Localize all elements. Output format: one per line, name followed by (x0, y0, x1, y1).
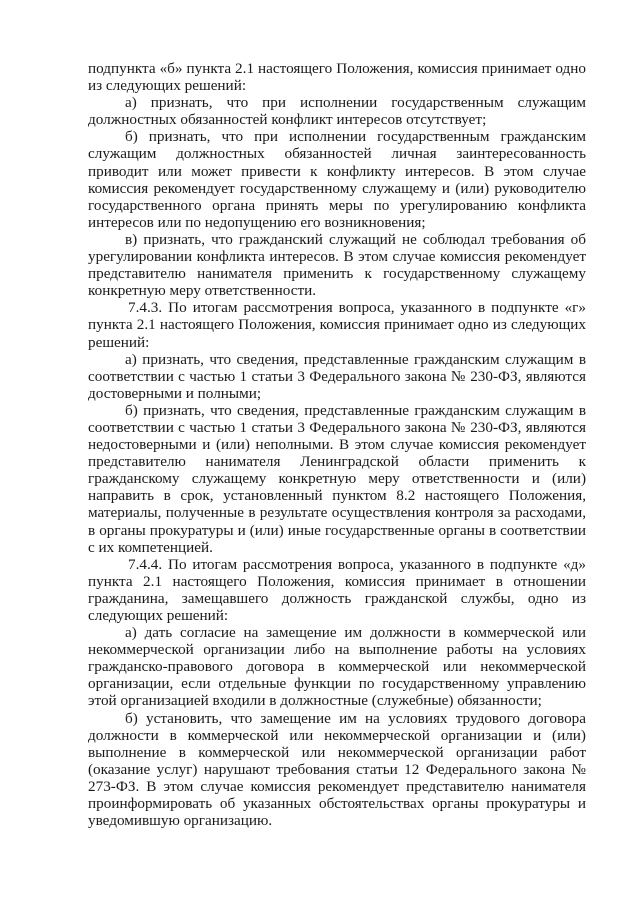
document-page (88, 60, 586, 829)
paragraph-7-4-4-item-b: б) установить, что замещение им на условиях трудового договора должности в коммерческой или некоммерческой организации и (или) выполнение в коммерческой или некоммерческой организации работ (оказание услуг) нарушают требования статьи 12 Федерального закона № 273-ФЗ. В этом случае комиссия рекомендует представителю нанимателя проинформировать об указанных обстоятельствах органы прокуратуры и уведомившую организацию. (88, 709, 586, 830)
paragraph-continuation: подпункта «б» пункта 2.1 настоящего Положения, комиссия принимает одно из следующих решений: (88, 60, 586, 95)
paragraph-7-4-3-item-b: б) признать, что сведения, представленные гражданским служащим в соответствии с частью 1 статьи 3 Федерального закона № 230-ФЗ, являются недостоверными и (или) неполными. В этом случае комиссия рекомендует представителю нанимателя Ленинградской области применить к гражданскому служащему конкретную меру ответственности и (или) направить в срок, установленный пунктом 8.2 настоящего Положения, материалы, полученные в результате осуществления контроля за расходами, в органы прокуратуры и (или) иные государственные органы в соответствии с их компетенцией. (88, 401, 586, 556)
paragraph-7-4-4-item-a: а) дать согласие на замещение им должности в коммерческой или некоммерческой организации либо на выполнение работы на условиях гражданско-правового договора в коммерческой или некоммерческой организации, если отдельные функции по государственному управлению этой организацией входили в должностные (служебные) обязанности; (88, 624, 586, 710)
paragraph-item-v: в) признать, что гражданский служащий не соблюдал требования об урегулировании конфликта интересов. В этом случае комиссия рекомендует представителю нанимателя применить к государственному служащему конкретную меру ответственности. (88, 230, 586, 300)
paragraph-item-a: а) признать, что при исполнении государственным служащим должностных обязанностей конфликт интересов отсутствует; (88, 94, 586, 129)
paragraph-7-4-4: 7.4.4. По итогам рассмотрения вопроса, указанного в подпункте «д» пункта 2.1 настоящего Положения, комиссия принимает в отношении гражданина, замещавшего должность гражданской службы, одно из следующих решений: (88, 555, 586, 624)
paragraph-7-4-3: 7.4.3. По итогам рассмотрения вопроса, указанного в подпункте «г» пункта 2.1 настоящего Положения, комиссия принимает одно из следующих решений: (88, 299, 586, 351)
paragraph-7-4-3-item-a: а) признать, что сведения, представленные гражданским служащим в соответствии с частью 1 статьи 3 Федерального закона № 230-ФЗ, являются достоверными и полными; (88, 350, 586, 402)
paragraph-item-b: б) признать, что при исполнении государственным гражданским служащим должностных обязанностей личная заинтересованность приводит или может привести к конфликту интересов. В этом случае комиссия рекомендует государственному служащему и (или) руководителю государственного органа принять меры по урегулированию конфликта интересов или по недопущению его возникновения; (88, 128, 586, 231)
